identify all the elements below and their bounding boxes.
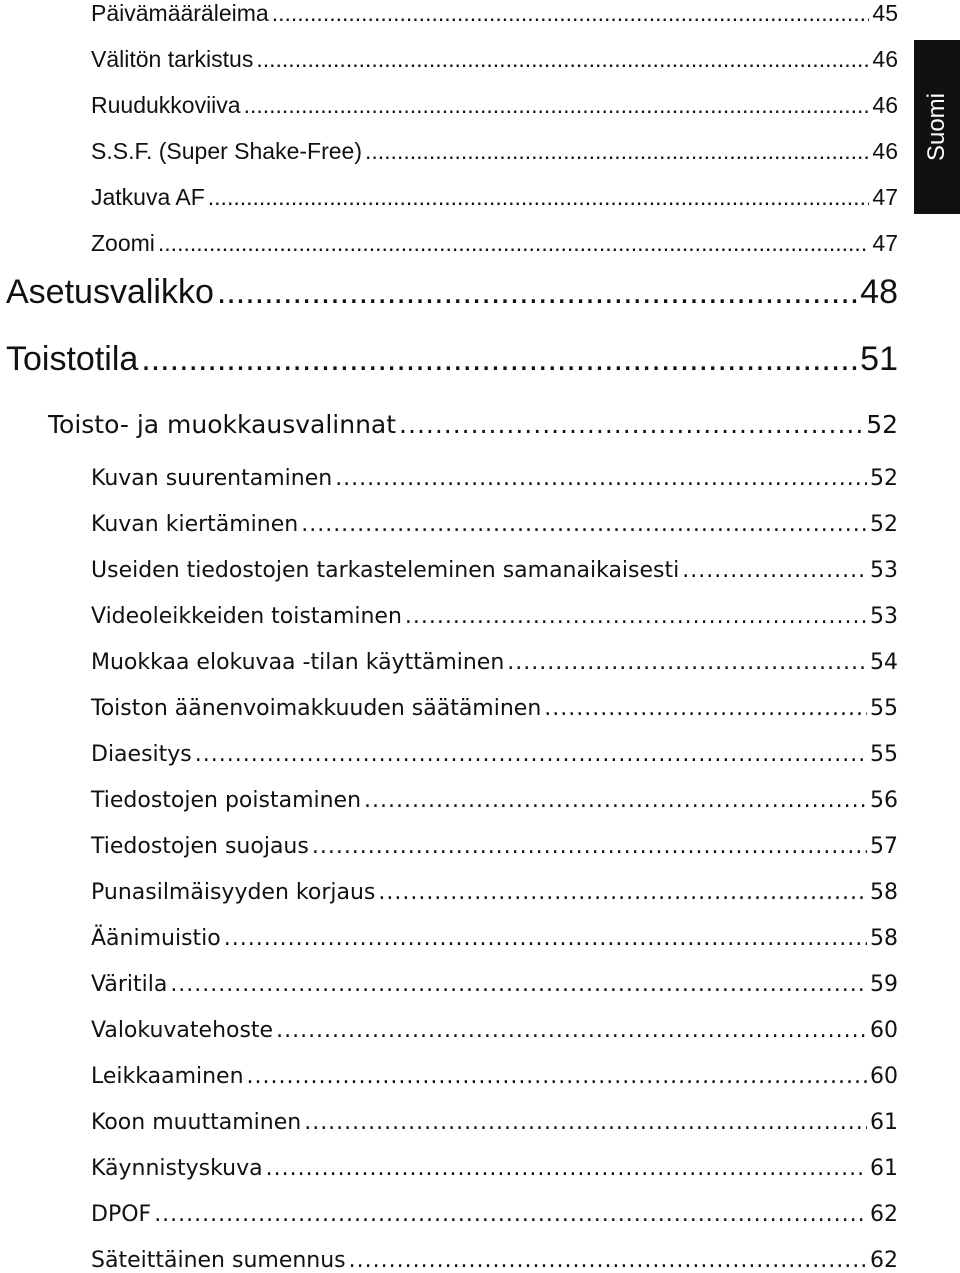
dot-leader: [312, 834, 867, 859]
toc-entry-page: 62: [870, 1202, 898, 1227]
toc-entry: [91, 512, 898, 537]
toc-entry: [91, 184, 898, 211]
toc-entry-title: Toisto- ja muokkausvalinnat: [48, 410, 397, 439]
toc-entry-page: 46: [872, 138, 898, 164]
dot-leader: [244, 92, 870, 119]
toc-entry-page: 57: [870, 834, 898, 859]
dot-leader: [378, 880, 867, 905]
toc-entry-page: 47: [872, 184, 898, 210]
toc-entry-title: Käynnistyskuva: [91, 1156, 263, 1181]
dot-leader: [301, 512, 867, 537]
toc-entry: [91, 1110, 898, 1135]
language-tab: [914, 40, 960, 214]
toc-entry-title: Tiedostojen poistaminen: [91, 788, 362, 813]
toc-entry-title: Välitön tarkistus: [91, 46, 254, 72]
dot-leader: [158, 230, 870, 257]
dot-leader: [544, 696, 867, 721]
toc-entry: [91, 742, 898, 767]
dot-leader: [224, 926, 867, 951]
toc-entry-page: 60: [870, 1018, 898, 1043]
toc-entry-page: 51: [860, 340, 898, 378]
dot-leader: [682, 558, 867, 583]
toc-entry-page: 55: [870, 696, 898, 721]
toc-entry-title: S.S.F. (Super Shake-Free): [91, 138, 362, 164]
dot-leader: [141, 340, 857, 379]
toc-entry-page: 59: [870, 972, 898, 997]
toc-entry: [91, 92, 898, 119]
toc-entry-page: 52: [870, 466, 898, 491]
dot-leader: [266, 1156, 867, 1181]
toc-entry: [91, 1156, 898, 1181]
toc-entry: [91, 0, 898, 27]
dot-leader: [276, 1018, 867, 1043]
dot-leader: [349, 1248, 867, 1273]
language-tab-label: Suomi: [923, 92, 950, 162]
toc-entry: [91, 834, 898, 859]
toc-entry-page: 62: [870, 1248, 898, 1273]
toc-entry-page: 53: [870, 604, 898, 629]
toc-entry-page: 46: [872, 46, 898, 72]
toc-entry-title: Päivämääräleima: [91, 0, 269, 26]
toc-entry-title: Diaesitys: [91, 742, 192, 767]
toc-entry-title: Toistotila: [6, 340, 139, 378]
dot-leader: [256, 46, 869, 73]
toc-entry: [91, 972, 898, 997]
dot-leader: [399, 410, 863, 439]
toc-entry-page: 56: [870, 788, 898, 813]
toc-entry: [6, 340, 898, 379]
toc-entry-title: Tiedostojen suojaus: [91, 834, 309, 859]
toc-entry-page: 52: [866, 410, 898, 439]
toc-entry-page: 47: [872, 230, 898, 256]
toc-entry: [91, 650, 898, 675]
dot-leader: [304, 1110, 867, 1135]
toc-entry-title: Valokuvatehoste: [91, 1018, 274, 1043]
toc-entry-page: 52: [870, 512, 898, 537]
toc-entry-title: Ruudukkoviiva: [91, 92, 241, 118]
toc-entry-title: Leikkaaminen: [91, 1064, 244, 1089]
toc-entry: [91, 1202, 898, 1227]
toc-entry-page: 55: [870, 742, 898, 767]
dot-leader: [405, 604, 867, 629]
toc-entry: [91, 696, 898, 721]
dot-leader: [217, 273, 857, 312]
dot-leader: [154, 1202, 867, 1227]
dot-leader: [365, 138, 869, 165]
toc-entry-page: 61: [870, 1110, 898, 1135]
toc-entry: [91, 1064, 898, 1089]
toc-entry: [91, 558, 898, 583]
toc-entry: [91, 926, 898, 951]
dot-leader: [507, 650, 867, 675]
toc-entry-page: 48: [860, 273, 898, 311]
toc-entry: [91, 46, 898, 73]
toc-entry-page: 54: [870, 650, 898, 675]
toc-entry-title: Säteittäinen sumennus: [91, 1248, 346, 1273]
toc-entry: [6, 273, 898, 312]
toc-entry-title: Kuvan suurentaminen: [91, 466, 333, 491]
toc-entry: [91, 1018, 898, 1043]
toc-entry: [91, 788, 898, 813]
toc-entry-title: Jatkuva AF: [91, 184, 205, 210]
toc-entry-page: 58: [870, 880, 898, 905]
toc-entry-title: Muokkaa elokuvaa -tilan käyttäminen: [91, 650, 505, 675]
toc-entry-page: 53: [870, 558, 898, 583]
toc-entry: [91, 466, 898, 491]
toc-entry-title: Videoleikkeiden toistaminen: [91, 604, 402, 629]
toc-entry: [91, 604, 898, 629]
toc-entry-title: Koon muuttaminen: [91, 1110, 302, 1135]
toc-entry-title: Zoomi: [91, 230, 155, 256]
dot-leader: [170, 972, 867, 997]
toc-entry-page: 60: [870, 1064, 898, 1089]
toc-entry-title: Kuvan kiertäminen: [91, 512, 299, 537]
toc-entry-title: DPOF: [91, 1202, 152, 1227]
toc-entry-title: Asetusvalikko: [6, 273, 214, 311]
toc-entry: [48, 410, 898, 439]
dot-leader: [195, 742, 867, 767]
toc-entry-title: Punasilmäisyyden korjaus: [91, 880, 376, 905]
toc-entry-page: 45: [872, 0, 898, 26]
dot-leader: [247, 1064, 867, 1089]
dot-leader: [335, 466, 867, 491]
toc-entry: [91, 230, 898, 257]
toc-entry-page: 58: [870, 926, 898, 951]
dot-leader: [364, 788, 867, 813]
toc-entry: [91, 138, 898, 165]
toc-entry-title: Äänimuistio: [91, 926, 221, 951]
toc-entry-title: Toiston äänenvoimakkuuden säätäminen: [91, 696, 542, 721]
toc-entry-page: 61: [870, 1156, 898, 1181]
toc-entry-title: Väritila: [91, 972, 168, 997]
dot-leader: [272, 0, 870, 27]
toc-entry-title: Useiden tiedostojen tarkasteleminen samanaikaisesti: [91, 558, 680, 583]
toc-entry-page: 46: [872, 92, 898, 118]
dot-leader: [208, 184, 870, 211]
toc-entry: [91, 1248, 898, 1273]
toc-entry: [91, 880, 898, 905]
